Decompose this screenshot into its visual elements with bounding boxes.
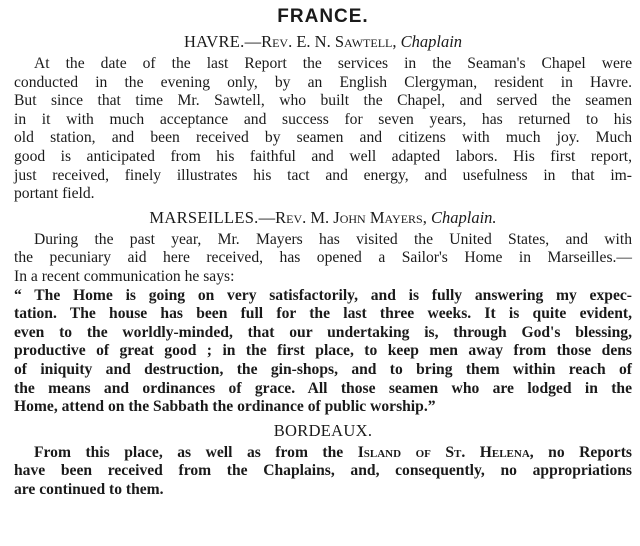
havre-heading	[14, 32, 632, 52]
bordeaux-section	[14, 421, 632, 500]
text-line: portant field.	[14, 185, 95, 203]
marseilles-rev: Rev. M. John Mayers,	[275, 207, 427, 227]
bordeaux-text-c: no Reports	[548, 443, 632, 461]
bordeaux-text-a: From this place, as well as from the	[34, 443, 344, 461]
havre-dash: —	[244, 32, 262, 51]
marseilles-heading	[14, 208, 632, 228]
marseilles-paragraph	[14, 231, 632, 287]
text-line: good is anticipated from his faithful and well adapted labors. His first report,	[14, 147, 632, 165]
quote-line: productive of great good ; in the first place, to keep men away from those dens	[14, 342, 632, 360]
text-line: old station, and been received by seamen and citizens with much joy. Much	[14, 129, 632, 147]
quote-line: of iniquity and destruction, the gin-shops, and to bring them within reach of	[14, 360, 632, 378]
text-line: the pecuniary aid here received, has opened a Sailor's Home in Marseilles.—	[14, 249, 632, 267]
marseilles-role: Chaplain.	[431, 207, 497, 227]
text-line: in it with much acceptance and success for seven years, has returned to his	[14, 110, 632, 128]
quote-line: the means and ordinances of grace. All those seamen who are lodged in the	[14, 379, 632, 397]
text-line: During the past year, Mr. Mayers has visited the United States, and with	[34, 230, 632, 248]
text-line: conducted in the evening only, by an English Clergyman, resident in Havre.	[14, 73, 632, 91]
bordeaux-place: BORDEAUX.	[273, 420, 373, 440]
bordeaux-paragraph	[14, 444, 632, 500]
havre-place: HAVRE.	[183, 32, 245, 51]
text-line: just received, finely illustrates his tact and energy, and usefulness in that im-	[14, 166, 632, 184]
quote-line: Home, attend on the Sabbath the ordinance of public worship.”	[14, 398, 436, 416]
havre-paragraph	[14, 55, 632, 204]
text-line: have been received from the Chaplains, and, consequently, no appropriations	[14, 462, 632, 480]
havre-role: Chaplain	[400, 32, 463, 51]
quote-line: even to the worldly-minded, that our undertaking is, through God's blessing,	[14, 323, 632, 341]
havre-rev: Rev. E. N. Sawtell,	[261, 32, 397, 51]
bordeaux-heading	[14, 421, 632, 441]
text-line: At the date of the last Report the services in the Seaman's Chapel were	[34, 55, 632, 72]
marseilles-place: MARSEILLES.	[149, 207, 259, 227]
quote-line: tation. The house has been full for the last three weeks. It is quite evident,	[14, 305, 632, 323]
text-line: In a recent communication he says:	[14, 267, 235, 285]
marseilles-quote	[14, 287, 632, 417]
text-line: are continued to them.	[14, 480, 164, 498]
bordeaux-text-island: Island of St. Helena,	[357, 443, 534, 461]
text-line	[14, 444, 632, 463]
country-heading: FRANCE.	[277, 6, 369, 27]
marseilles-section	[14, 208, 632, 417]
quote-line: “ The Home is going on very satisfactorily, and is fully answering my expec-	[14, 286, 632, 304]
marseilles-dash: —	[258, 207, 276, 227]
text-line: But since that time Mr. Sawtell, who built the Chapel, and served the seamen	[14, 92, 632, 110]
havre-section	[14, 32, 632, 204]
